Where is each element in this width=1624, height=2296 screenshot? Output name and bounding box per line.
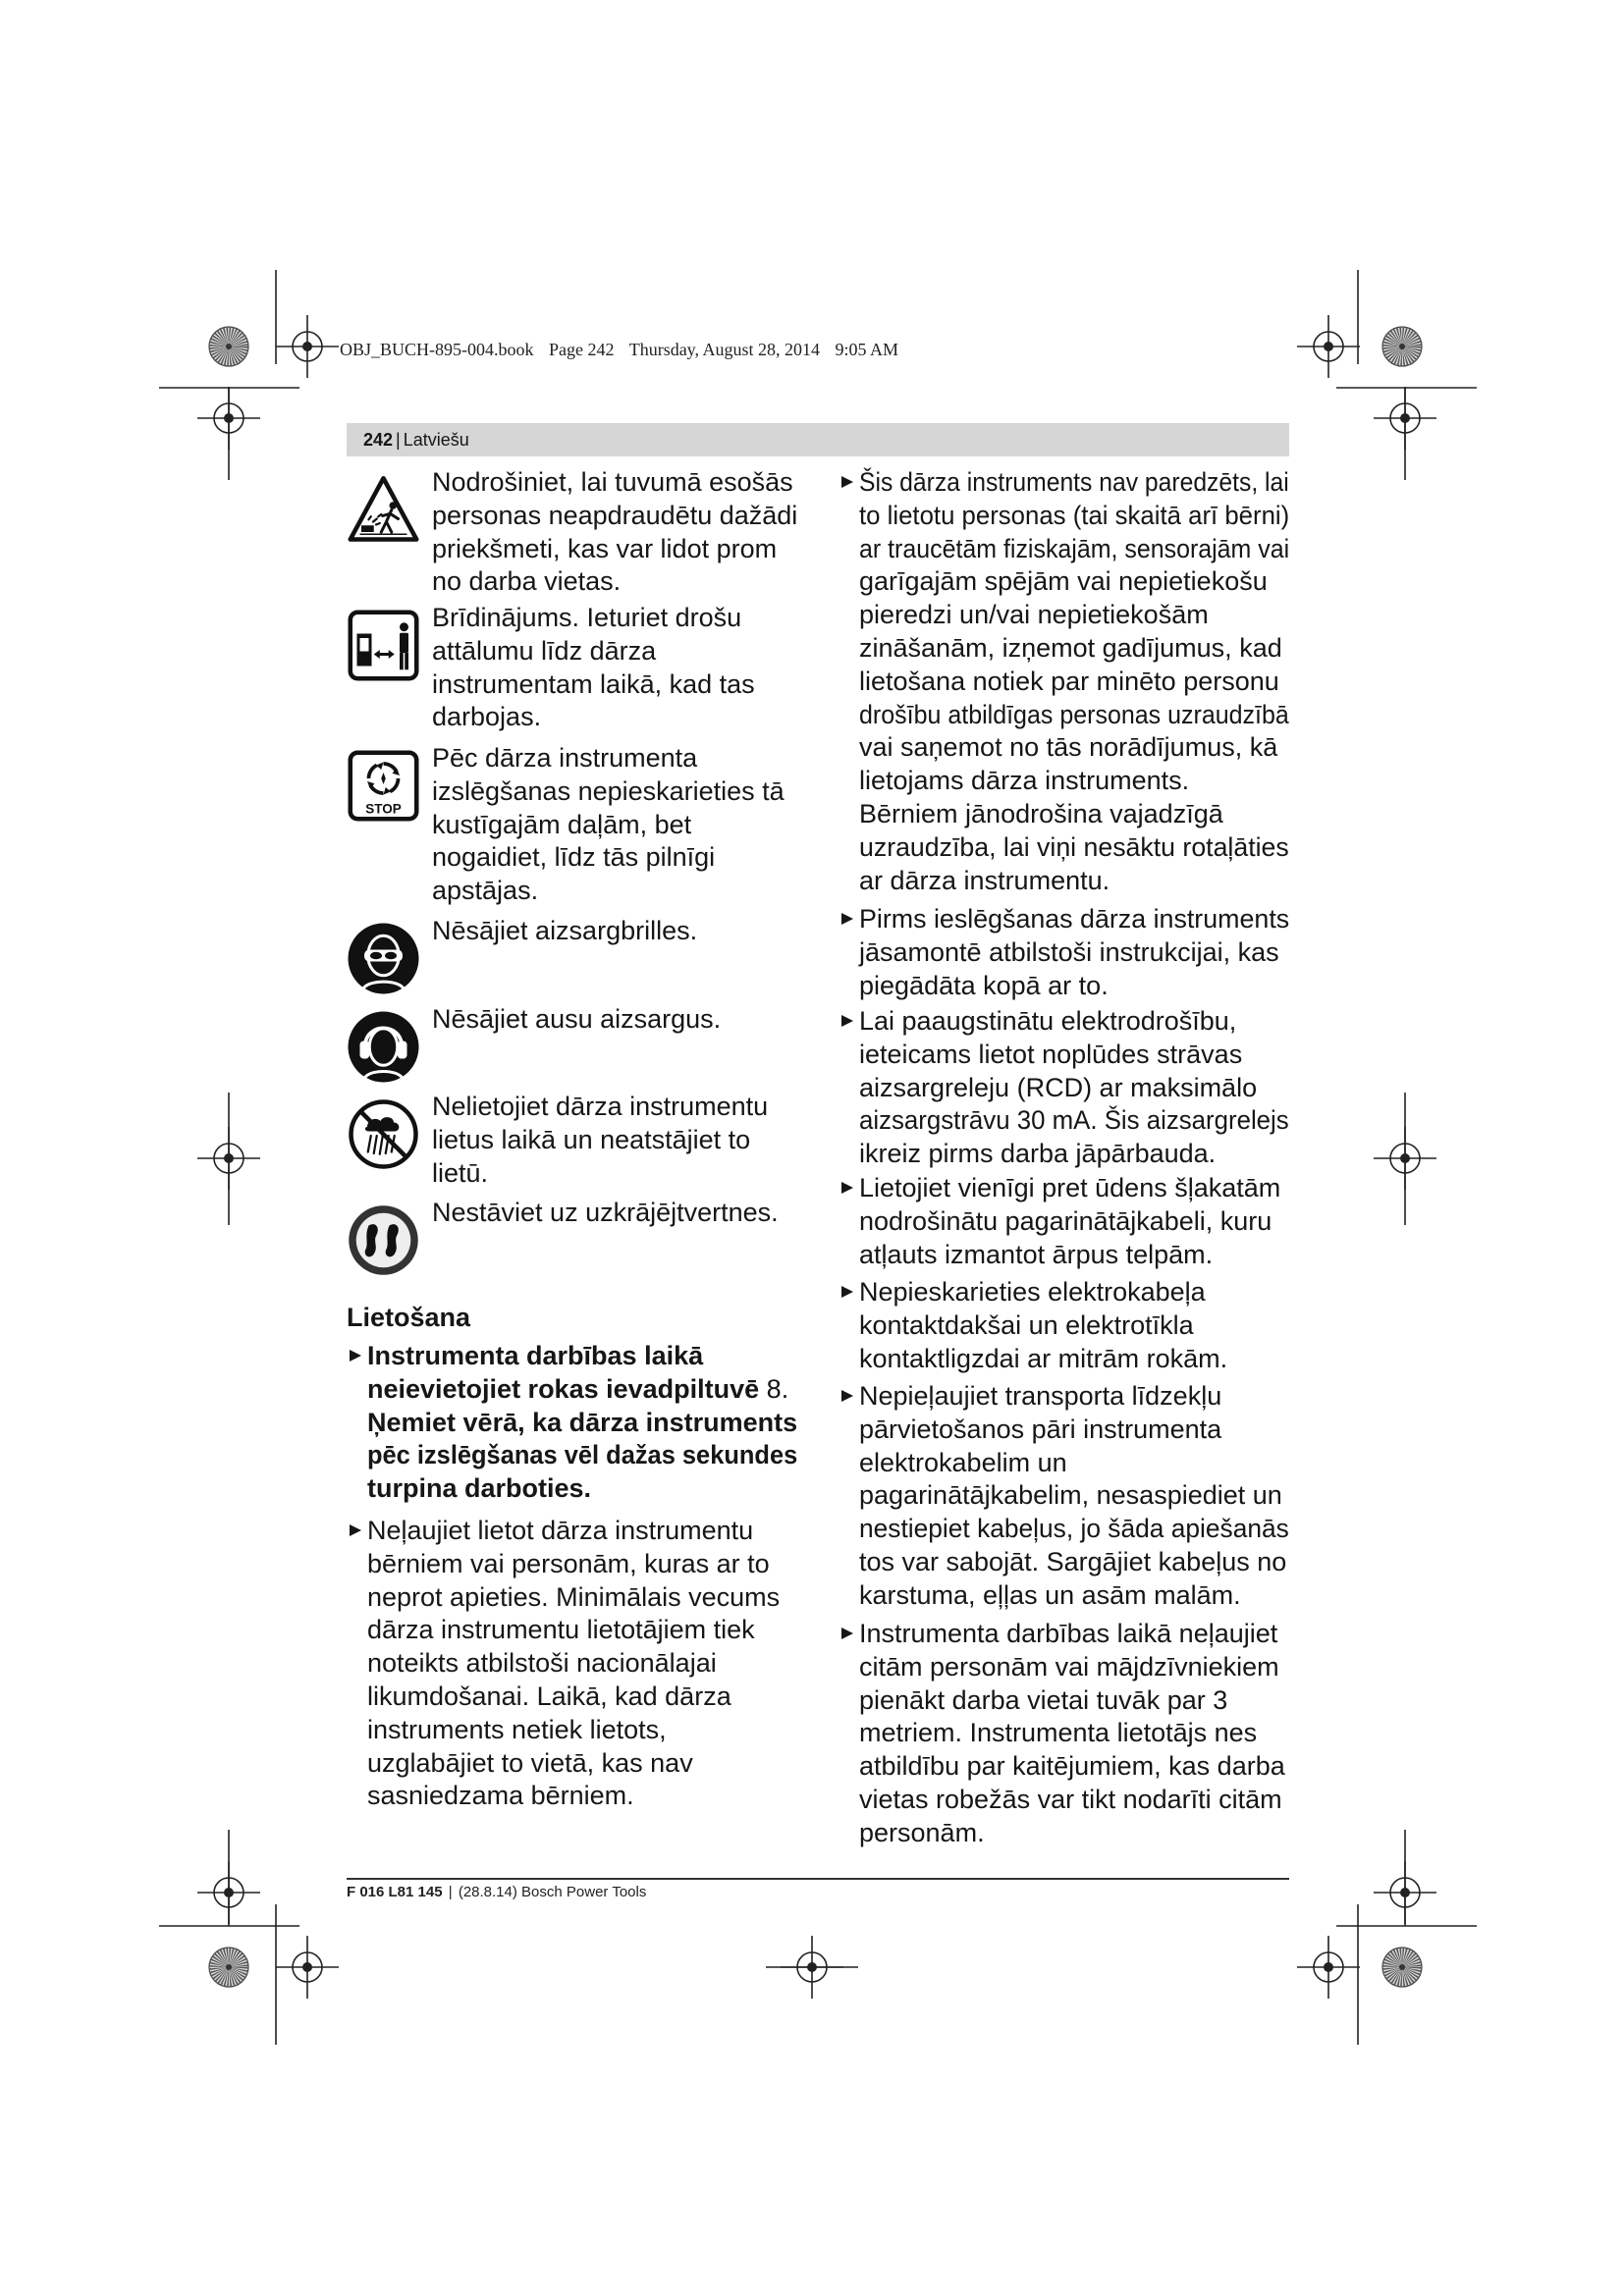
pictogram-text	[432, 1003, 797, 1037]
text-line: atbildību par kaitējumiem, kas darba	[859, 1751, 1285, 1782]
eye-protection-icon	[347, 922, 420, 995]
text-line: Instrumenta darbības laikā	[367, 1341, 704, 1370]
bullet-arrow-icon	[841, 1628, 853, 1639]
crosshair-mark	[1297, 315, 1360, 378]
text-line: karstuma, eļļas un asām malām.	[859, 1579, 1241, 1610]
text-line: lietū.	[432, 1157, 489, 1188]
text-line: uzraudzība, lai viņi nesāktu rotaļāties	[859, 831, 1289, 862]
text-line: garīgajām spējām vai nepietiekošu	[859, 566, 1268, 597]
stop-moving-parts-icon	[347, 749, 420, 823]
text-line: drošību atbildīgas personas uzraudzībā	[859, 699, 1289, 729]
text-line: darbojas.	[432, 702, 542, 732]
text-line: uzglabājiet to vietā, kas nav	[367, 1747, 693, 1778]
print-job-header	[340, 339, 909, 360]
bullet-arrow-icon	[841, 476, 853, 488]
text-line: Lietojiet vienīgi pret ūdens šļakatām	[859, 1173, 1281, 1202]
footer-separator: |	[448, 1884, 453, 1900]
text-line: Nestāviet uz uzkrājējtvertnes.	[432, 1198, 779, 1227]
text-line: Pirms ieslēgšanas dārza instruments	[859, 904, 1290, 934]
bullet-arrow-icon	[841, 1390, 853, 1402]
text-line: noteikts atbilstoši nacionālajai	[367, 1648, 717, 1679]
text-line: Instrumenta darbības laikā neļaujiet	[859, 1619, 1278, 1648]
text-line: nestiepiet kabeļus, jo šāda apiešanās	[859, 1514, 1289, 1544]
text-line: atļauts izmantot ārpus telpām.	[859, 1239, 1214, 1269]
footer-date: (28.8.14)	[458, 1884, 517, 1900]
do-not-stand-icon	[347, 1203, 420, 1277]
header-separator: |	[396, 430, 401, 450]
print-time: 9:05 AM	[835, 340, 899, 359]
text-line: nogaidiet, līdz tās pilnīgi	[432, 842, 716, 873]
text-line: neprot apieties. Minimālais vecums	[367, 1581, 781, 1612]
bullet-text	[859, 1276, 1289, 1375]
no-rain-icon	[347, 1097, 420, 1171]
text-line: Nepieļaujiet transporta līdzekļu	[859, 1381, 1222, 1411]
pictogram-text	[432, 602, 797, 734]
bullet-arrow-icon	[350, 1524, 361, 1536]
text-line: nodrošinātu pagarinātājkabeli, kuru	[859, 1205, 1272, 1236]
page-footer	[347, 1884, 646, 1901]
text-line: to lietotu personas (tai skaitā arī bērni)	[859, 500, 1290, 530]
text-line: citām personām vai mājdzīvniekiem	[859, 1651, 1279, 1682]
text-line: instrumentam laikā, kad tas	[432, 668, 755, 699]
text-line: Nēsājiet ausu aizsargus.	[432, 1004, 722, 1034]
text-line: tos var sabojāt. Sargājiet kabeļus no	[859, 1546, 1287, 1576]
text-line: vietas robežās var tikt nodarīti citām	[859, 1784, 1282, 1814]
crosshair-mark	[276, 315, 339, 378]
bullet-arrow-icon	[350, 1350, 361, 1362]
crosshair-mark	[197, 387, 260, 450]
bullet-text	[859, 903, 1289, 1002]
text-line: ieteicams lietot noplūdes strāvas	[859, 1039, 1243, 1069]
crosshair-mark	[781, 1936, 843, 1999]
bullet-arrow-icon	[841, 1286, 853, 1298]
pictogram-text	[432, 915, 797, 948]
bullet-arrow-icon	[841, 1182, 853, 1194]
text-line: lietošana notiek par minēto personu	[859, 666, 1279, 696]
pictogram-text	[432, 742, 797, 908]
footer-brand: Bosch Power Tools	[521, 1884, 647, 1900]
text-line: instruments netiek lietots,	[367, 1714, 667, 1744]
print-page: Page 242	[549, 340, 615, 359]
bullet-text	[367, 1515, 797, 1813]
crosshair-mark	[1374, 387, 1436, 450]
text-line: pēc izslēgšanas vēl dažas sekundes	[367, 1440, 798, 1470]
bullet-arrow-icon	[841, 913, 853, 925]
text-line: no darba vietas.	[432, 566, 622, 597]
text-line: likumdošanai. Laikā, kad dārza	[367, 1681, 731, 1711]
text-line: zināšanām, izņemot gadījumus, kad	[859, 632, 1282, 663]
starburst-mark	[209, 327, 248, 366]
bullet-text	[859, 1005, 1289, 1171]
text-line: ar traucētām fiziskajām, sensorajām vai	[859, 533, 1290, 563]
text-line: ikreiz pirms darba jāpārbauda.	[859, 1139, 1217, 1169]
text-line: personām.	[859, 1817, 985, 1847]
text-segment: 8.	[766, 1373, 789, 1404]
starburst-mark	[209, 1948, 248, 1987]
bullet-text	[859, 466, 1289, 897]
safety-distance-icon	[347, 609, 420, 682]
text-line: elektrokabelim un	[859, 1447, 1067, 1477]
bullet-arrow-icon	[841, 1015, 853, 1027]
text-line: Bērniem jānodrošina vajadzīgā	[859, 798, 1223, 828]
text-line: personas neapdraudētu dažādi	[432, 500, 798, 530]
starburst-mark	[1382, 327, 1422, 366]
text-line: Šis dārza instruments nav paredzēts, lai	[859, 467, 1289, 497]
language-section: Latviešu	[403, 430, 469, 450]
ear-protection-icon	[347, 1010, 420, 1084]
page-number: 242	[363, 430, 394, 450]
bullet-text	[859, 1380, 1289, 1613]
text-line: Ņemiet vērā, ka dārza instruments	[367, 1407, 798, 1437]
text-line: sasniedzama bērniem.	[367, 1781, 634, 1811]
text-line: turpina darboties.	[367, 1473, 592, 1504]
flying-objects-warning-icon	[347, 473, 420, 547]
bullet-text	[859, 1172, 1289, 1271]
text-line: Neļaujiet lietot dārza instrumentu	[367, 1516, 754, 1545]
text-line: Nepieskarieties elektrokabeļa	[859, 1277, 1206, 1307]
document-code: F 016 L81 145	[347, 1884, 443, 1900]
crosshair-mark	[197, 1127, 260, 1190]
text-line: Pēc dārza instrumenta	[432, 743, 698, 773]
text-line: bērniem vai personām, kuras ar to	[367, 1548, 770, 1578]
text-line: pārvietošanos pāri instrumenta	[859, 1414, 1222, 1444]
text-segment: neievietojiet rokas ievadpiltuvē	[367, 1373, 767, 1404]
text-line: aizsargreleju (RCD) ar maksimālo	[859, 1072, 1258, 1102]
text-line: piegādāta kopā ar to.	[859, 970, 1109, 1000]
print-file-name: OBJ_BUCH-895-004.book	[340, 340, 534, 359]
text-line: Nēsājiet aizsargbrilles.	[432, 916, 698, 945]
stop-label: STOP	[365, 801, 402, 817]
text-line: Nodrošiniet, lai tuvumā esošās	[432, 467, 793, 497]
text-line: lietojams dārza instruments.	[859, 766, 1190, 796]
text-line: izslēgšanas nepieskarieties tā	[432, 775, 785, 806]
text-line: kustīgajām daļām, bet	[432, 809, 692, 839]
text-line: lietus laikā un neatstājiet to	[432, 1124, 751, 1154]
text-line: metriem. Instrumenta lietotājs nes	[859, 1718, 1258, 1748]
crosshair-mark	[197, 1861, 260, 1924]
footer-rule	[347, 1878, 1289, 1880]
text-line: pieredzi un/vai nepietiekošām	[859, 600, 1209, 630]
running-header-bar	[347, 423, 1289, 456]
text-line: aizsargstrāvu 30 mA. Šis aizsargrelejs	[859, 1105, 1289, 1136]
bullet-text	[859, 1618, 1289, 1850]
crosshair-mark	[1374, 1861, 1436, 1924]
text-line: kontaktligzdai ar mitrām rokām.	[859, 1343, 1228, 1373]
text-line: Nelietojiet dārza instrumentu	[432, 1092, 769, 1121]
text-line: vai saņemot no tās norādījumus, kā	[859, 732, 1278, 763]
section-heading: Lietošana	[347, 1303, 471, 1332]
text-line: dārza instrumentu lietotājiem tiek	[367, 1615, 755, 1645]
text-line: pienākt darba vietai tuvāk par 3	[859, 1684, 1228, 1715]
pictogram-text	[432, 466, 797, 599]
crosshair-mark	[276, 1936, 339, 1999]
bullet-text	[367, 1340, 797, 1506]
print-date: Thursday, August 28, 2014	[628, 340, 821, 359]
text-line: Brīdinājums. Ieturiet drošu	[432, 603, 742, 632]
pictogram-text	[432, 1091, 797, 1190]
text-line: Lai paaugstinātu elektrodrošību,	[859, 1006, 1237, 1036]
text-line: apstājas.	[432, 876, 539, 906]
pictogram-text	[432, 1197, 797, 1230]
text-line: kontaktdakšai un elektrotīkla	[859, 1309, 1194, 1340]
text-line: jāsamontē atbilstoši instrukcijai, kas	[859, 936, 1279, 967]
text-line: pagarinātājkabelim, nesaspiediet un	[859, 1480, 1282, 1511]
crosshair-mark	[1297, 1936, 1360, 1999]
text-line	[367, 1373, 797, 1407]
text-line: priekšmeti, kas var lidot prom	[432, 533, 778, 563]
text-line: ar dārza instrumentu.	[859, 865, 1110, 895]
crosshair-mark	[1374, 1127, 1436, 1190]
text-line: attālumu līdz dārza	[432, 635, 657, 666]
starburst-mark	[1382, 1948, 1422, 1987]
